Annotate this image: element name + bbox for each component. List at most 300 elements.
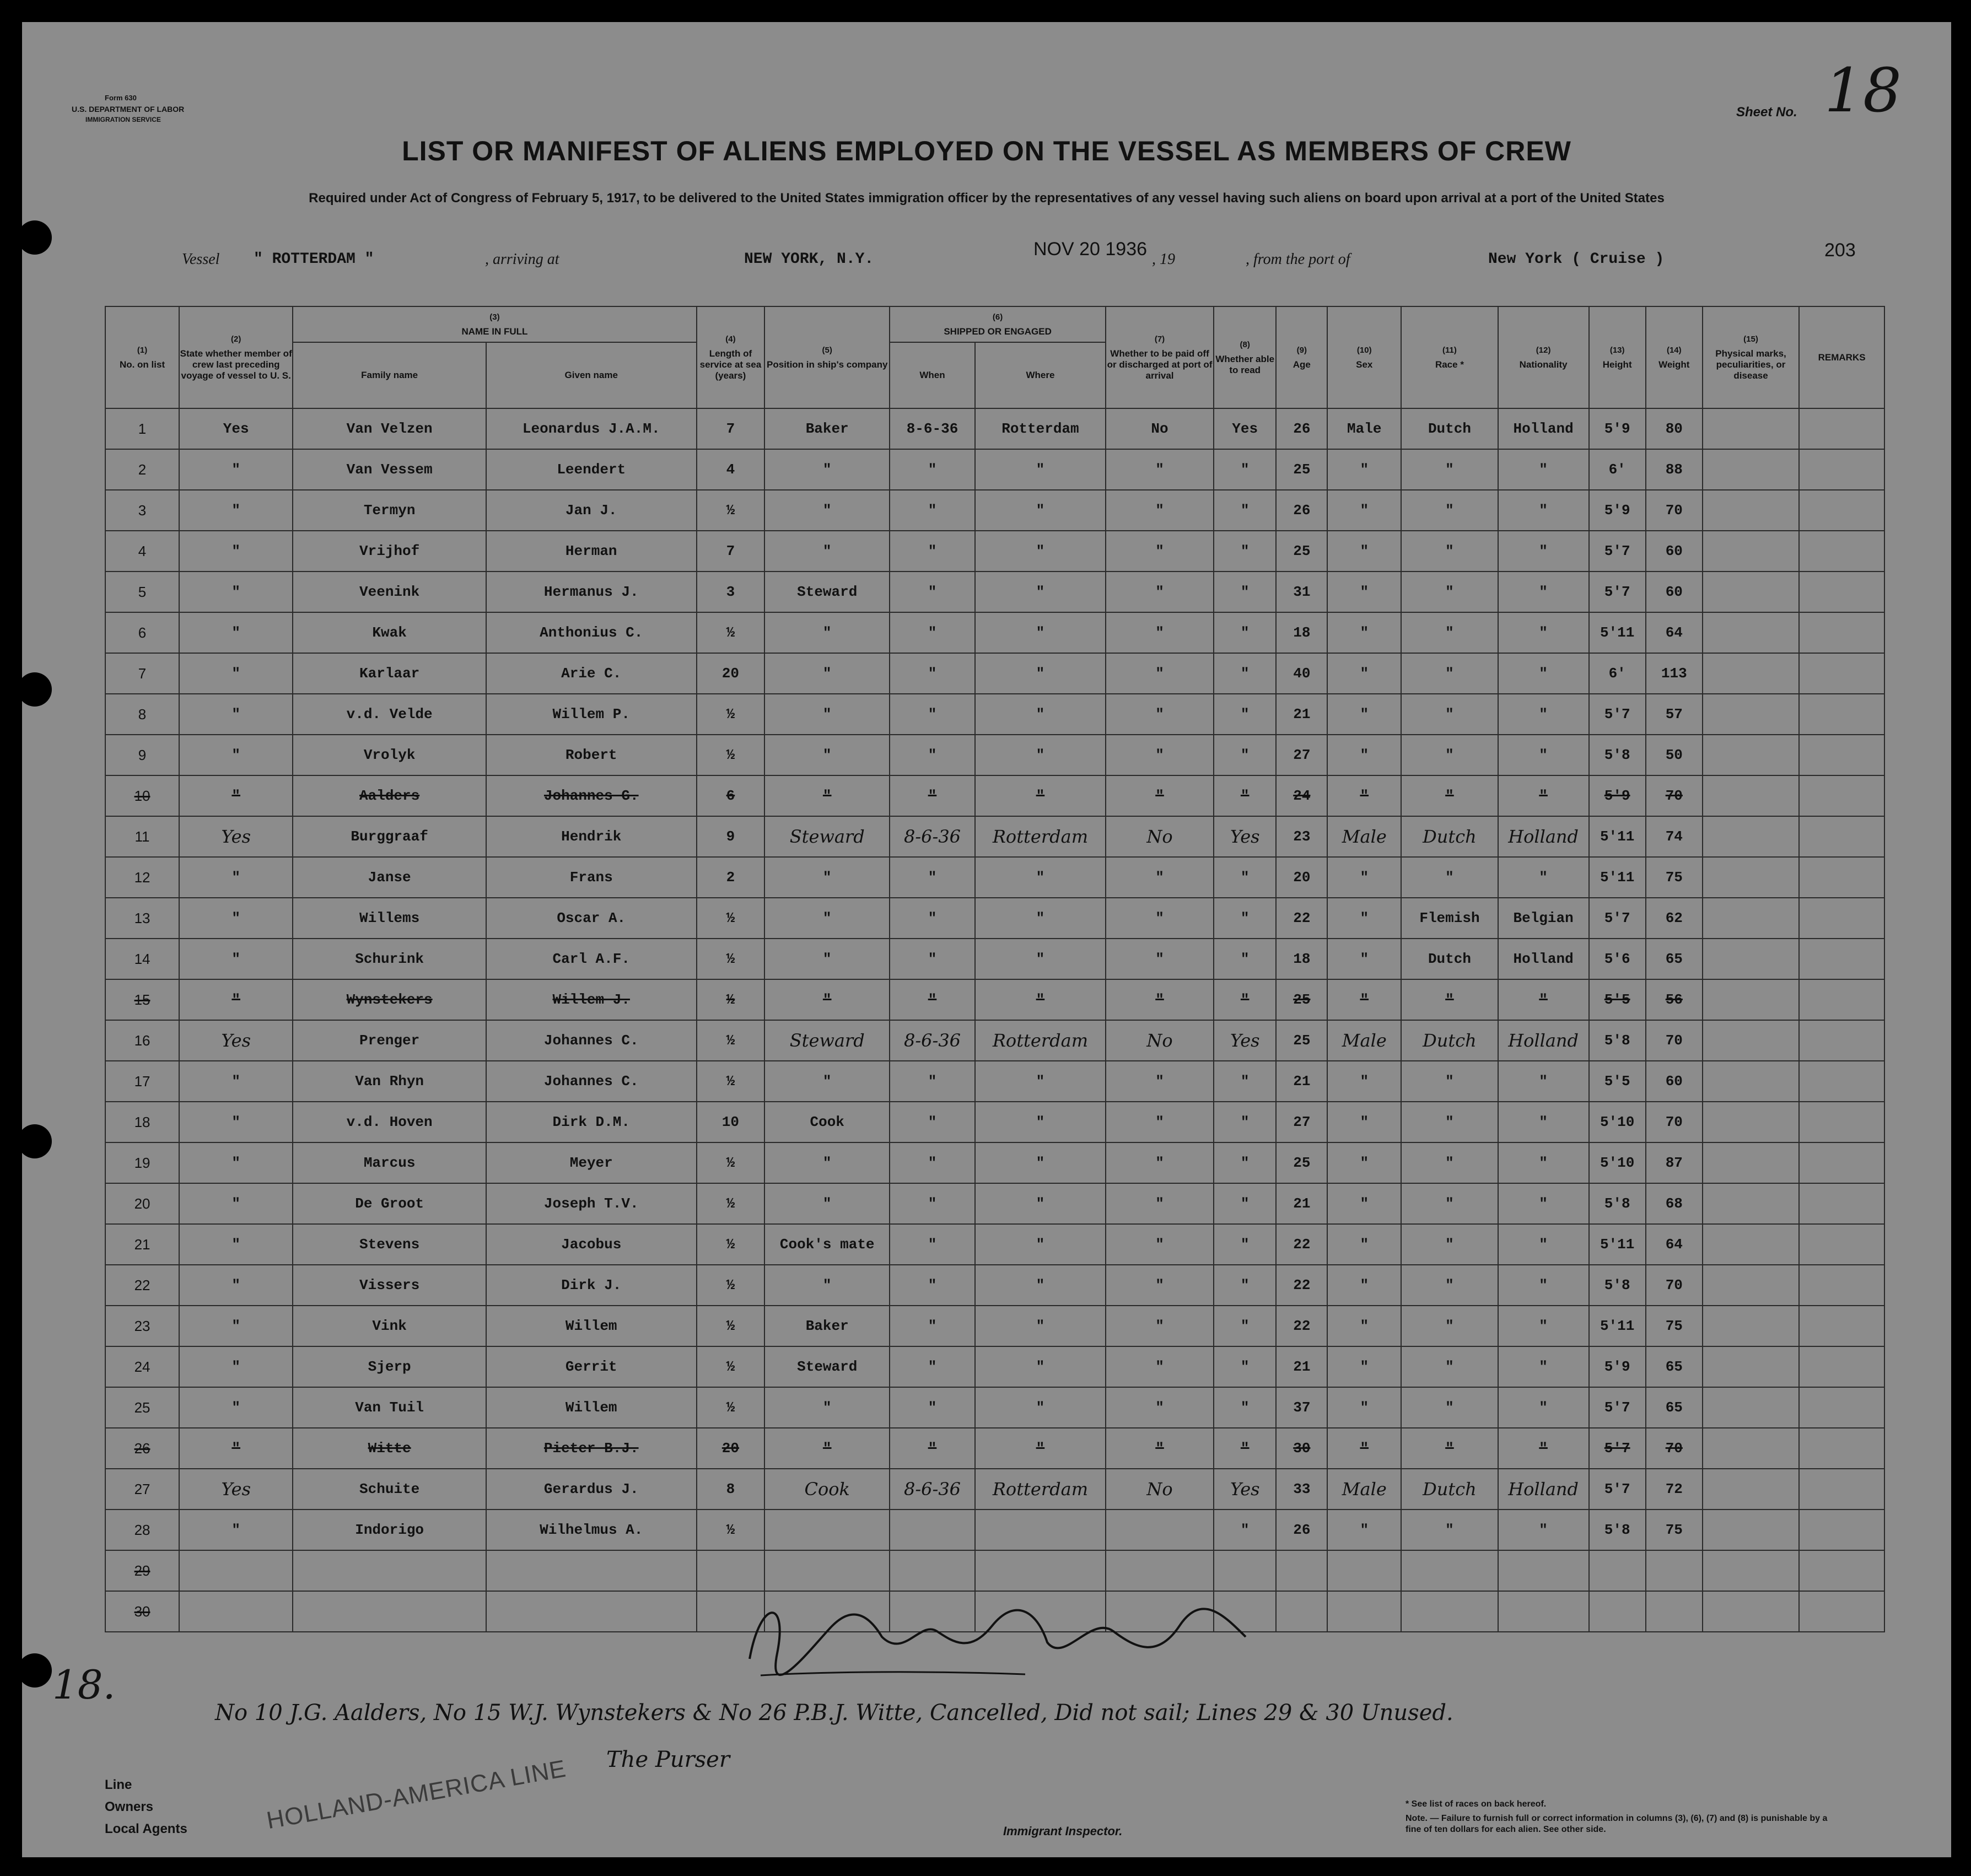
cell-sex: Male <box>1327 816 1401 857</box>
cell-nationality: " <box>1498 1102 1589 1142</box>
cell-physical-marks <box>1703 531 1799 572</box>
cell-given-name: Willem P. <box>486 694 697 735</box>
cell-height: 5'8 <box>1589 735 1646 775</box>
cell-family-name: Aalders <box>293 775 486 816</box>
sheet-number: 18 <box>1824 55 1902 126</box>
cell-family-name: Stevens <box>293 1224 486 1265</box>
table-row <box>105 1346 1884 1387</box>
cell-shipped-when: " <box>890 857 975 898</box>
cell-physical-marks <box>1703 1428 1799 1469</box>
cell-weight: 75 <box>1646 1510 1703 1550</box>
cell-age: 30 <box>1276 1428 1327 1469</box>
cell-paid-off: " <box>1106 735 1214 775</box>
cell-age: 18 <box>1276 612 1327 653</box>
cell-race: " <box>1401 1224 1498 1265</box>
cell-physical-marks <box>1703 898 1799 939</box>
cell-service-years: ½ <box>697 898 765 939</box>
cell-age: 21 <box>1276 1183 1327 1224</box>
cell-previous-voyage: " <box>179 735 293 775</box>
cell-height: 5'11 <box>1589 612 1646 653</box>
cell-remarks <box>1799 531 1884 572</box>
cell-physical-marks <box>1703 1469 1799 1510</box>
cell-family-name: Vissers <box>293 1265 486 1306</box>
cell-service-years: ½ <box>697 1265 765 1306</box>
cell-paid-off: " <box>1106 1387 1214 1428</box>
cell-height: 5'8 <box>1589 1020 1646 1061</box>
cell-family-name: Vrijhof <box>293 531 486 572</box>
cell-row-number: 4 <box>105 531 179 572</box>
cell-able-to-read: " <box>1214 1061 1276 1102</box>
cell-position: " <box>764 490 890 531</box>
cell-age: 25 <box>1276 449 1327 490</box>
col-header-given-name: Given name <box>486 342 697 408</box>
cell-shipped-when: " <box>890 1183 975 1224</box>
cell-remarks <box>1799 694 1884 735</box>
cell-height: 6' <box>1589 653 1646 694</box>
cell-remarks <box>1799 735 1884 775</box>
cell-shipped-where: " <box>975 531 1106 572</box>
punch-hole <box>22 1653 52 1688</box>
cell-age: 33 <box>1276 1469 1327 1510</box>
table-row <box>105 939 1884 979</box>
cell-able-to-read: " <box>1214 490 1276 531</box>
cell-service-years: 4 <box>697 449 765 490</box>
cell-position: " <box>764 857 890 898</box>
cell-previous-voyage: " <box>179 449 293 490</box>
cell-row-number: 13 <box>105 898 179 939</box>
cell-shipped-where <box>975 1510 1106 1550</box>
cell-row-number: 18 <box>105 1102 179 1142</box>
cell-nationality: " <box>1498 1510 1589 1550</box>
cell-nationality: Belgian <box>1498 898 1589 939</box>
cell-family-name: Witte <box>293 1428 486 1469</box>
cell-race: Dutch <box>1401 816 1498 857</box>
cell-service-years: ½ <box>697 1510 765 1550</box>
cell-position: Baker <box>764 408 890 449</box>
cell-remarks <box>1799 1428 1884 1469</box>
table-row <box>105 1020 1884 1061</box>
cell-given-name <box>486 1591 697 1632</box>
cell-shipped-where: " <box>975 490 1106 531</box>
cell-position: Steward <box>764 1346 890 1387</box>
cell-given-name: Herman <box>486 531 697 572</box>
agents-label: Local Agents <box>105 1821 187 1836</box>
cell-position <box>764 1510 890 1550</box>
cell-nationality: Holland <box>1498 1020 1589 1061</box>
cell-paid-off: " <box>1106 1183 1214 1224</box>
cell-service-years: 2 <box>697 857 765 898</box>
cell-nationality: " <box>1498 1346 1589 1387</box>
page-reference: 18. <box>52 1662 116 1708</box>
cell-row-number: 23 <box>105 1306 179 1346</box>
service-label: IMMIGRATION SERVICE <box>85 116 161 123</box>
cell-shipped-where: " <box>975 1061 1106 1102</box>
cell-weight: 64 <box>1646 1224 1703 1265</box>
cell-previous-voyage: " <box>179 694 293 735</box>
cell-weight: 64 <box>1646 612 1703 653</box>
cell-physical-marks <box>1703 1510 1799 1550</box>
cell-shipped-when: 8-6-36 <box>890 408 975 449</box>
holland-america-stamp: HOLLAND-AMERICA LINE <box>265 1755 568 1835</box>
cell-able-to-read: Yes <box>1214 1469 1276 1510</box>
cell-paid-off: " <box>1106 572 1214 612</box>
cell-weight: 70 <box>1646 490 1703 531</box>
cell-able-to-read: " <box>1214 612 1276 653</box>
table-row <box>105 1265 1884 1306</box>
col-header-previous-voyage: (2) State whether member of crew last preceding voyage of vessel to U. S. <box>179 306 293 408</box>
cell-remarks <box>1799 1550 1884 1591</box>
cell-previous-voyage: " <box>179 490 293 531</box>
cell-race: " <box>1401 1102 1498 1142</box>
cell-previous-voyage: Yes <box>179 1020 293 1061</box>
col-header-age: (9) Age <box>1276 306 1327 408</box>
table-row <box>105 1061 1884 1102</box>
cell-family-name: v.d. Hoven <box>293 1102 486 1142</box>
cell-physical-marks <box>1703 694 1799 735</box>
cell-paid-off: " <box>1106 1142 1214 1183</box>
cell-able-to-read: Yes <box>1214 816 1276 857</box>
cell-family-name: Schuite <box>293 1469 486 1510</box>
cell-race: " <box>1401 653 1498 694</box>
cell-family-name: Van Vessem <box>293 449 486 490</box>
cell-age: 26 <box>1276 1510 1327 1550</box>
cell-weight: 60 <box>1646 572 1703 612</box>
cell-position: Steward <box>764 1020 890 1061</box>
cell-given-name: Arie C. <box>486 653 697 694</box>
cell-given-name: Willem J. <box>486 979 697 1020</box>
cell-shipped-when: " <box>890 572 975 612</box>
cell-family-name <box>293 1591 486 1632</box>
cell-family-name: Sjerp <box>293 1346 486 1387</box>
table-row <box>105 898 1884 939</box>
cell-sex: " <box>1327 939 1401 979</box>
cell-given-name <box>486 1550 697 1591</box>
cell-race: Dutch <box>1401 1469 1498 1510</box>
cell-sex: " <box>1327 1510 1401 1550</box>
cell-race: " <box>1401 1346 1498 1387</box>
cell-remarks <box>1799 1224 1884 1265</box>
cell-family-name: Willems <box>293 898 486 939</box>
arrival-date-stamp: NOV 20 1936 <box>1033 239 1148 260</box>
cell-service-years: ½ <box>697 1061 765 1102</box>
cell-remarks <box>1799 1020 1884 1061</box>
cell-family-name: Janse <box>293 857 486 898</box>
cell-height: 5'9 <box>1589 775 1646 816</box>
cell-previous-voyage: " <box>179 1102 293 1142</box>
cell-age: 21 <box>1276 694 1327 735</box>
races-footnote: * See list of races on back hereof. <box>1405 1799 1547 1809</box>
cell-remarks <box>1799 1183 1884 1224</box>
manifest-sheet <box>22 22 1951 1857</box>
cell-shipped-where: Rotterdam <box>975 1020 1106 1061</box>
cell-paid-off: No <box>1106 408 1214 449</box>
cell-sex: " <box>1327 775 1401 816</box>
cell-weight: 70 <box>1646 775 1703 816</box>
cell-row-number: 3 <box>105 490 179 531</box>
cell-able-to-read: " <box>1214 1183 1276 1224</box>
cell-nationality: Holland <box>1498 939 1589 979</box>
cell-service-years: 9 <box>697 816 765 857</box>
table-row <box>105 1224 1884 1265</box>
cell-sex: " <box>1327 898 1401 939</box>
cell-shipped-when: " <box>890 979 975 1020</box>
cell-previous-voyage: " <box>179 979 293 1020</box>
col-header-height: (13) Height <box>1589 306 1646 408</box>
cell-weight: 75 <box>1646 857 1703 898</box>
cell-shipped-when: " <box>890 490 975 531</box>
cell-shipped-when: " <box>890 1061 975 1102</box>
table-row <box>105 816 1884 857</box>
cell-shipped-where: " <box>975 939 1106 979</box>
cell-weight: 87 <box>1646 1142 1703 1183</box>
cell-family-name: Veenink <box>293 572 486 612</box>
cell-family-name: Indorigo <box>293 1510 486 1550</box>
cell-paid-off: " <box>1106 1428 1214 1469</box>
cell-paid-off: No <box>1106 1469 1214 1510</box>
cell-remarks <box>1799 572 1884 612</box>
purser-signature: The Purser <box>606 1747 730 1772</box>
cell-remarks <box>1799 408 1884 449</box>
cell-given-name: Willem <box>486 1306 697 1346</box>
cell-height <box>1589 1591 1646 1632</box>
departure-port: New York ( Cruise ) <box>1488 251 1665 268</box>
cell-previous-voyage: " <box>179 612 293 653</box>
cell-able-to-read: " <box>1214 939 1276 979</box>
table-row <box>105 694 1884 735</box>
table-row <box>105 449 1884 490</box>
cell-position: " <box>764 1387 890 1428</box>
cell-height: 5'7 <box>1589 694 1646 735</box>
cell-weight: 70 <box>1646 1102 1703 1142</box>
cell-nationality: " <box>1498 1265 1589 1306</box>
cell-nationality: " <box>1498 979 1589 1020</box>
cell-sex: " <box>1327 490 1401 531</box>
cell-paid-off: " <box>1106 1102 1214 1142</box>
cell-age: 27 <box>1276 1102 1327 1142</box>
cell-paid-off: " <box>1106 898 1214 939</box>
col-header-no: (1) No. on list <box>105 306 179 408</box>
cell-physical-marks <box>1703 653 1799 694</box>
cell-previous-voyage: " <box>179 531 293 572</box>
cell-race: " <box>1401 775 1498 816</box>
cell-previous-voyage: Yes <box>179 816 293 857</box>
cell-position: " <box>764 735 890 775</box>
cell-nationality: " <box>1498 612 1589 653</box>
cell-weight: 62 <box>1646 898 1703 939</box>
cell-shipped-where: " <box>975 1224 1106 1265</box>
cell-service-years: ½ <box>697 735 765 775</box>
cell-nationality: " <box>1498 1061 1589 1102</box>
col-header-physical-marks: (15) Physical marks, peculiarities, or disease <box>1703 306 1799 408</box>
cell-row-number: 27 <box>105 1469 179 1510</box>
cell-nationality: " <box>1498 653 1589 694</box>
cell-height <box>1589 1550 1646 1591</box>
cell-paid-off: " <box>1106 490 1214 531</box>
cell-service-years: ½ <box>697 1224 765 1265</box>
cell-able-to-read: " <box>1214 572 1276 612</box>
cell-able-to-read: " <box>1214 1346 1276 1387</box>
cell-shipped-where: " <box>975 735 1106 775</box>
cell-physical-marks <box>1703 572 1799 612</box>
cell-sex: Male <box>1327 1469 1401 1510</box>
cell-service-years: ½ <box>697 1020 765 1061</box>
cell-race: " <box>1401 735 1498 775</box>
cell-remarks <box>1799 816 1884 857</box>
cell-family-name: Wynstekers <box>293 979 486 1020</box>
cell-service-years: ½ <box>697 1306 765 1346</box>
cell-age: 22 <box>1276 1224 1327 1265</box>
cell-previous-voyage: " <box>179 1346 293 1387</box>
cell-remarks <box>1799 1387 1884 1428</box>
cell-nationality: " <box>1498 490 1589 531</box>
cell-service-years: 20 <box>697 653 765 694</box>
cell-height: 5'8 <box>1589 1183 1646 1224</box>
cell-paid-off: " <box>1106 1061 1214 1102</box>
cell-shipped-where: " <box>975 572 1106 612</box>
cell-row-number: 24 <box>105 1346 179 1387</box>
cell-race: " <box>1401 490 1498 531</box>
cell-height: 5'11 <box>1589 1306 1646 1346</box>
cell-age: 22 <box>1276 1306 1327 1346</box>
cell-physical-marks <box>1703 979 1799 1020</box>
cell-service-years: ½ <box>697 612 765 653</box>
cell-shipped-when: " <box>890 449 975 490</box>
cell-race <box>1401 1591 1498 1632</box>
cell-remarks <box>1799 1142 1884 1183</box>
cell-physical-marks <box>1703 1102 1799 1142</box>
cell-position: Cook <box>764 1469 890 1510</box>
cell-remarks <box>1799 1265 1884 1306</box>
cell-height: 5'7 <box>1589 1469 1646 1510</box>
sheet-number-label: Sheet No. <box>1736 105 1797 120</box>
cell-remarks <box>1799 1306 1884 1346</box>
table-row <box>105 1387 1884 1428</box>
cell-paid-off: " <box>1106 979 1214 1020</box>
table-row <box>105 1142 1884 1183</box>
cell-age: 21 <box>1276 1061 1327 1102</box>
cell-age: 37 <box>1276 1387 1327 1428</box>
cell-sex: " <box>1327 1387 1401 1428</box>
cell-able-to-read: " <box>1214 1142 1276 1183</box>
cell-race: " <box>1401 531 1498 572</box>
cell-weight: 60 <box>1646 1061 1703 1102</box>
cell-previous-voyage: " <box>179 572 293 612</box>
cell-row-number: 17 <box>105 1061 179 1102</box>
cell-given-name: Pieter B.J. <box>486 1428 697 1469</box>
cell-given-name: Dirk J. <box>486 1265 697 1306</box>
cell-remarks <box>1799 1591 1884 1632</box>
cell-able-to-read: " <box>1214 735 1276 775</box>
cell-position: " <box>764 1428 890 1469</box>
cell-able-to-read: " <box>1214 531 1276 572</box>
cell-height: 5'11 <box>1589 1224 1646 1265</box>
cell-given-name: Johannes C. <box>486 1061 697 1102</box>
cell-age: 40 <box>1276 653 1327 694</box>
cell-paid-off: " <box>1106 775 1214 816</box>
cell-paid-off <box>1106 1510 1214 1550</box>
cell-weight: 57 <box>1646 694 1703 735</box>
cell-nationality: " <box>1498 775 1589 816</box>
cell-remarks <box>1799 979 1884 1020</box>
cell-previous-voyage: " <box>179 1265 293 1306</box>
cell-family-name: v.d. Velde <box>293 694 486 735</box>
cell-previous-voyage <box>179 1591 293 1632</box>
cell-paid-off: " <box>1106 1265 1214 1306</box>
cell-age: 26 <box>1276 490 1327 531</box>
cell-given-name: Carl A.F. <box>486 939 697 979</box>
cell-shipped-where: " <box>975 694 1106 735</box>
cell-previous-voyage: Yes <box>179 1469 293 1510</box>
cell-family-name: De Groot <box>293 1183 486 1224</box>
cell-age: 27 <box>1276 735 1327 775</box>
cell-physical-marks <box>1703 775 1799 816</box>
cell-service-years: 7 <box>697 408 765 449</box>
cell-shipped-where: " <box>975 1142 1106 1183</box>
col-header-paid-off: (7) Whether to be paid off or discharged at port of arrival <box>1106 306 1214 408</box>
cell-shipped-when: " <box>890 1102 975 1142</box>
punch-hole <box>22 220 52 255</box>
cell-previous-voyage <box>179 1550 293 1591</box>
cell-given-name: Johannes C. <box>486 1020 697 1061</box>
cell-given-name: Frans <box>486 857 697 898</box>
cell-paid-off: " <box>1106 449 1214 490</box>
cell-previous-voyage: " <box>179 1387 293 1428</box>
cell-age: 31 <box>1276 572 1327 612</box>
cancellation-note: No 10 J.G. Aalders, No 15 W.J. Wynstekers & No 26 P.B.J. Witte, Cancelled, Did not sail; Lines 29 & 30 Unused. <box>215 1700 1453 1726</box>
cell-shipped-where: " <box>975 775 1106 816</box>
cell-age: 25 <box>1276 1142 1327 1183</box>
cell-shipped-where: " <box>975 1306 1106 1346</box>
cell-position: " <box>764 1061 890 1102</box>
cell-given-name: Gerardus J. <box>486 1469 697 1510</box>
cell-sex: " <box>1327 1224 1401 1265</box>
cell-physical-marks <box>1703 1387 1799 1428</box>
cell-row-number: 16 <box>105 1020 179 1061</box>
cell-nationality: " <box>1498 1142 1589 1183</box>
cell-race: Dutch <box>1401 408 1498 449</box>
cell-physical-marks <box>1703 1061 1799 1102</box>
arriving-label: , arriving at <box>485 251 559 268</box>
cell-row-number: 11 <box>105 816 179 857</box>
table-row <box>105 612 1884 653</box>
cell-age: 18 <box>1276 939 1327 979</box>
cell-nationality: Holland <box>1498 1469 1589 1510</box>
cell-age: 25 <box>1276 531 1327 572</box>
cell-row-number: 28 <box>105 1510 179 1550</box>
cell-weight: 50 <box>1646 735 1703 775</box>
cell-shipped-when: " <box>890 1428 975 1469</box>
cell-race: " <box>1401 1428 1498 1469</box>
cell-race <box>1401 1550 1498 1591</box>
cell-height: 5'7 <box>1589 572 1646 612</box>
cell-weight <box>1646 1550 1703 1591</box>
cell-shipped-when: " <box>890 694 975 735</box>
cell-height: 5'6 <box>1589 939 1646 979</box>
cell-sex: " <box>1327 1142 1401 1183</box>
cell-nationality: " <box>1498 857 1589 898</box>
cell-remarks <box>1799 1469 1884 1510</box>
cell-position: " <box>764 653 890 694</box>
cell-row-number: 22 <box>105 1265 179 1306</box>
cell-height: 5'9 <box>1589 408 1646 449</box>
cell-remarks <box>1799 1510 1884 1550</box>
form-label: Form 630 <box>105 94 137 102</box>
cell-service-years: ½ <box>697 490 765 531</box>
arrival-port: NEW YORK, N.Y. <box>744 251 874 268</box>
cell-physical-marks <box>1703 735 1799 775</box>
cell-able-to-read: Yes <box>1214 408 1276 449</box>
cell-position: Steward <box>764 816 890 857</box>
